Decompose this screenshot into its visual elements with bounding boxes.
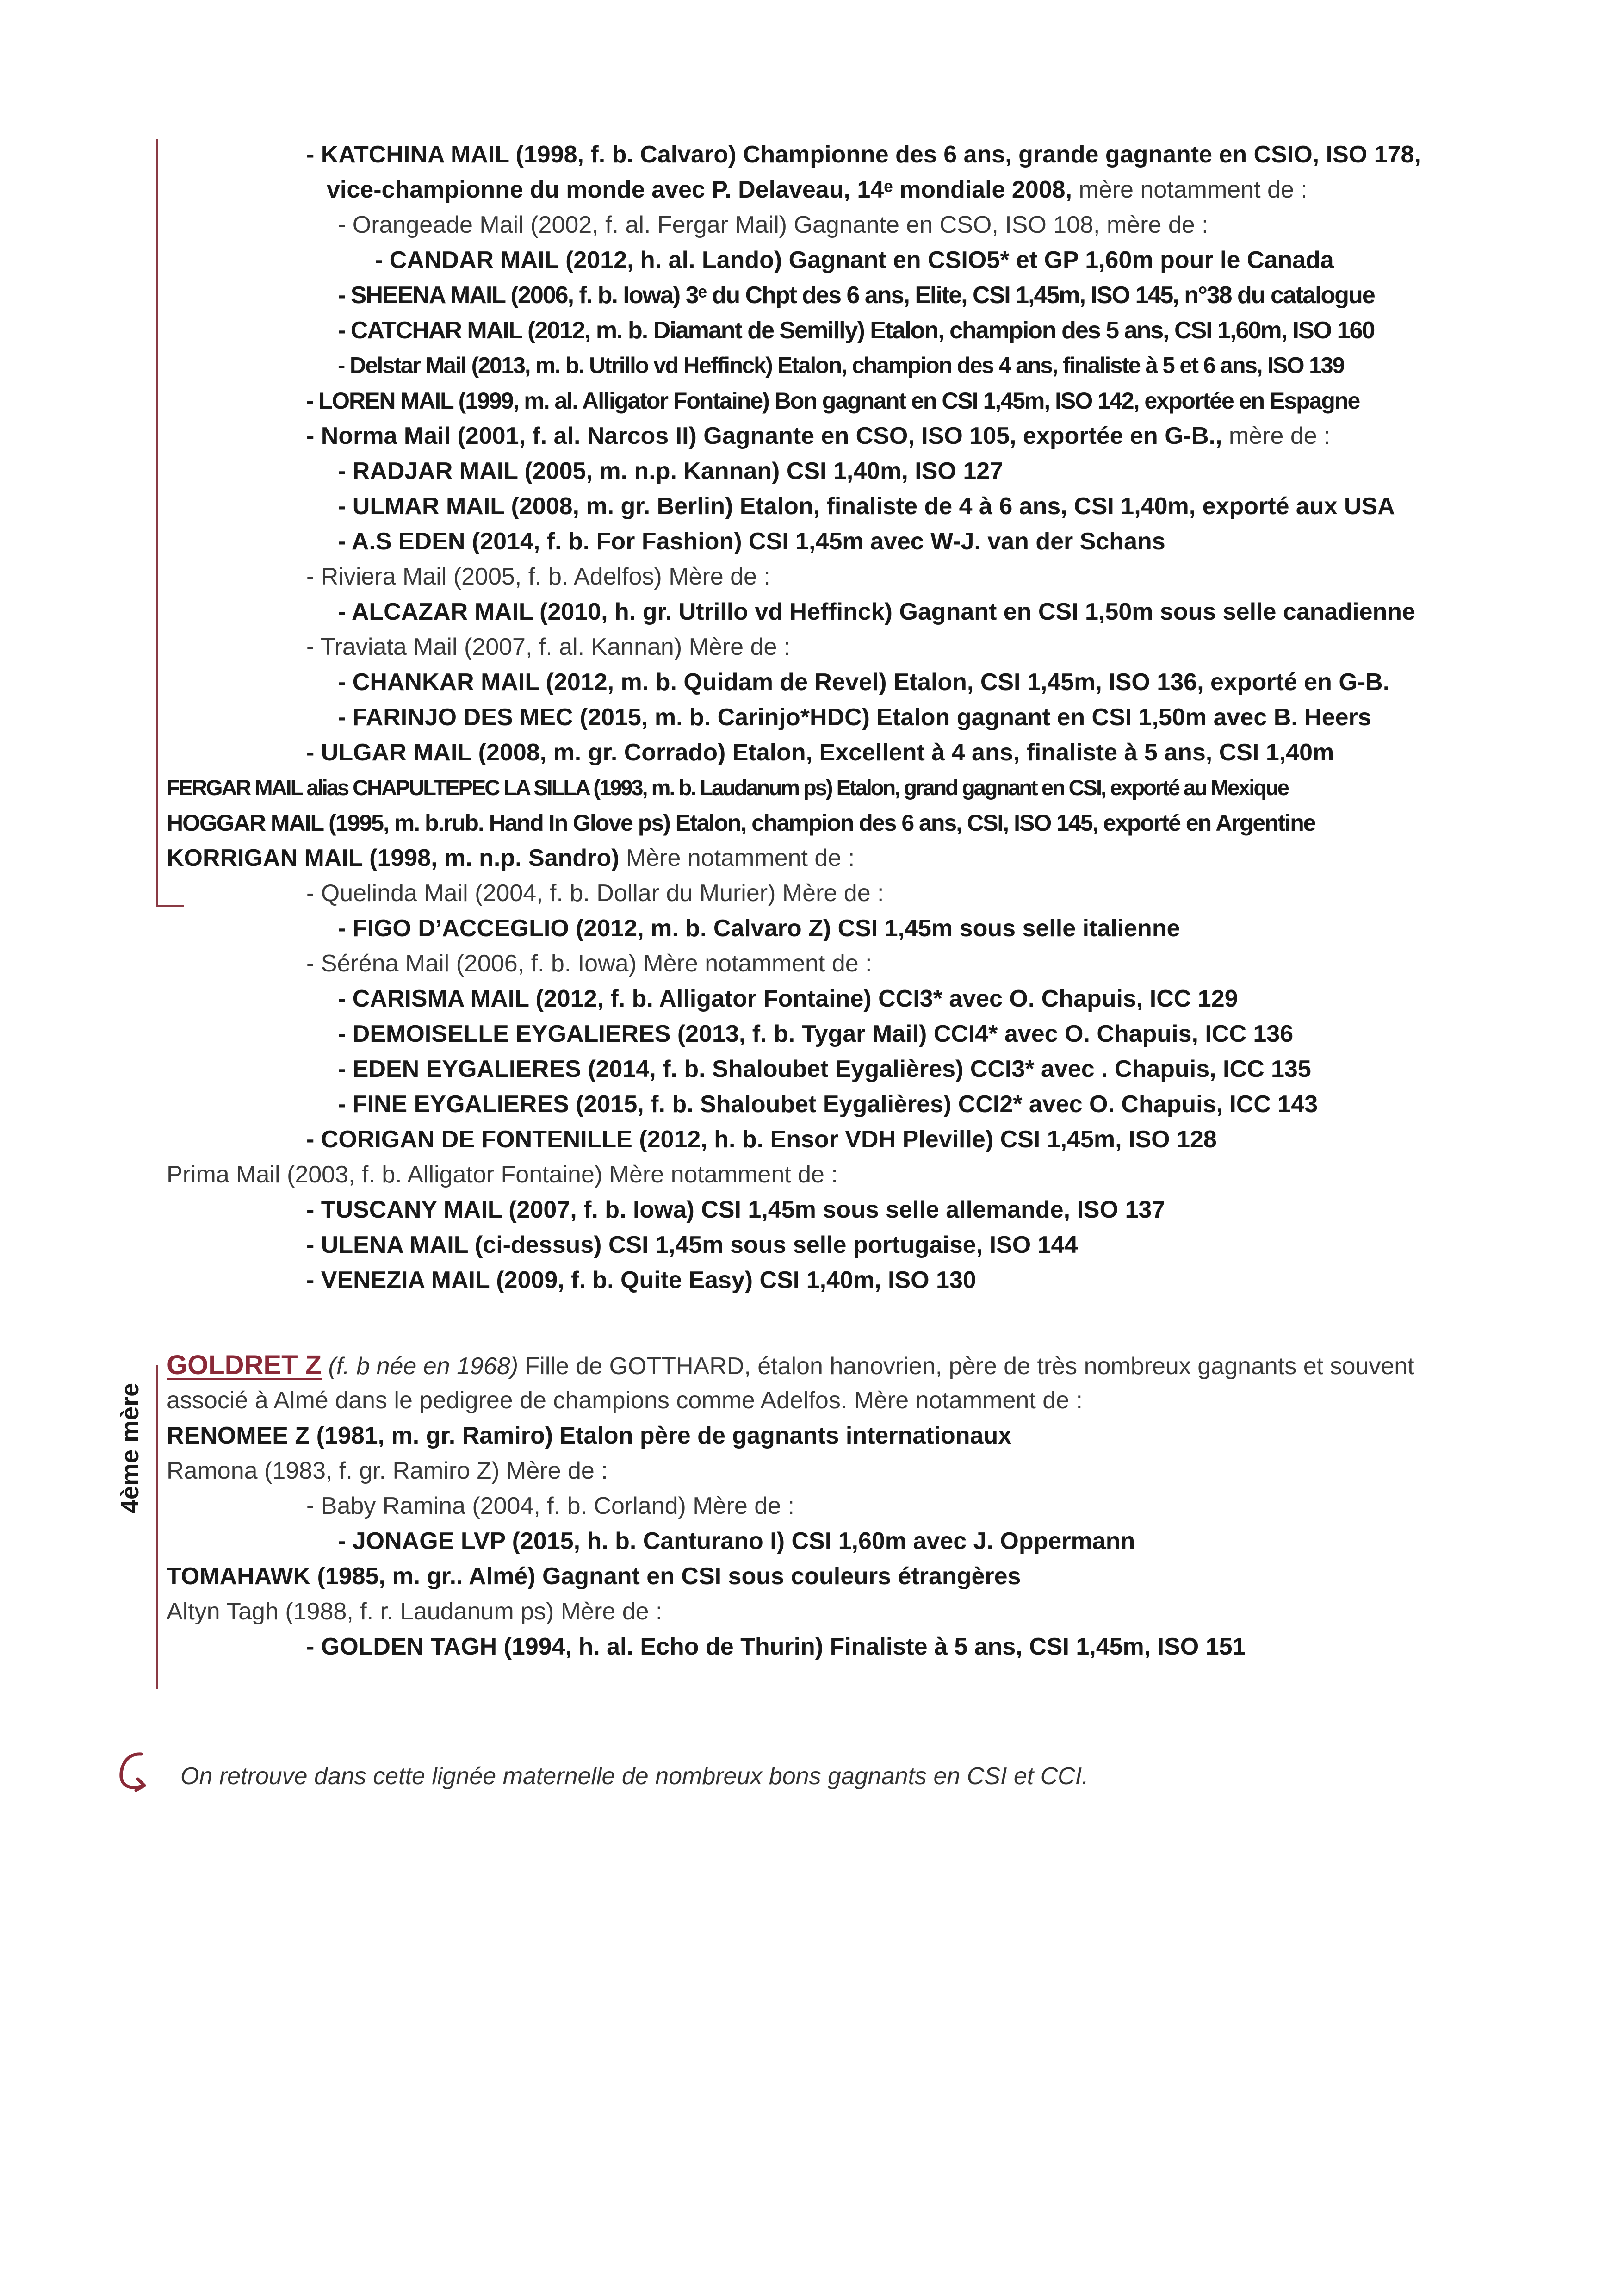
entry-bold: - CHANKAR MAIL (2012, m. b. Quidam de Revel) Etalon, CSI 1,45m, ISO 136, exporté en G-B. <box>338 669 1390 696</box>
entry-line <box>338 207 1209 243</box>
goldret-header <box>167 1348 1414 1384</box>
entry-bold: - A.S EDEN (2014, f. b. For Fashion) CSI 1,45m avec W-J. van der Schans <box>338 528 1165 555</box>
entry-line <box>167 805 1315 840</box>
entry-line <box>306 1122 1217 1157</box>
entry-bold: - FIGO D’ACCEGLIO (2012, m. b. Calvaro Z) CSI 1,45m sous selle italienne <box>338 915 1180 942</box>
entry-bold: - SHEENA MAIL (2006, f. b. Iowa) 3ᵉ du Chpt des 6 ans, Elite, CSI 1,45m, ISO 145, n°38 du catalogue <box>338 282 1375 309</box>
entry-bold: - FARINJO DES MEC (2015, m. b. Carinjo*HDC) Etalon gagnant en CSI 1,50m avec B. Heers <box>338 704 1371 731</box>
entry-bold: - ULENA MAIL (ci-dessus) CSI 1,45m sous selle portugaise, ISO 144 <box>306 1232 1078 1258</box>
entry-bold: - CANDAR MAIL (2012, h. al. Lando) Gagnant en CSIO5* et GP 1,60m pour le Canada <box>375 247 1334 274</box>
entry-normal: - Séréna Mail (2006, f. b. Iowa) Mère notamment de : <box>306 950 872 977</box>
entry-line <box>306 1488 794 1524</box>
entry-line <box>167 1418 1011 1453</box>
entry-bold: - ULGAR MAIL (2008, m. gr. Corrado) Etalon, Excellent à 4 ans, finaliste à 5 ans, CSI 1,40m <box>306 739 1334 766</box>
entry-normal: - Riviera Mail (2005, f. b. Adelfos) Mère de : <box>306 563 770 590</box>
entry-line <box>306 559 770 594</box>
entry-line <box>338 981 1238 1016</box>
entry-normal: Ramona (1983, f. gr. Ramiro Z) Mère de : <box>167 1457 608 1484</box>
entry-line <box>327 172 1308 207</box>
entry-normal: Altyn Tagh (1988, f. r. Laudanum ps) Mère de : <box>167 1598 663 1625</box>
entry-bold: - TUSCANY MAIL (2007, f. b. Iowa) CSI 1,45m sous selle allemande, ISO 137 <box>306 1196 1165 1223</box>
entry-normal: - Orangeade Mail (2002, f. al. Fergar Mail) Gagnante en CSO, ISO 108, mère de : <box>338 212 1209 238</box>
entry-bold: RENOMEE Z (1981, m. gr. Ramiro) Etalon père de gagnants internationaux <box>167 1422 1012 1449</box>
entry-line <box>306 383 1359 418</box>
entry-normal: - Quelinda Mail (2004, f. b. Dollar du Murier) Mère de : <box>306 880 884 907</box>
entry-normal: mère de : <box>1222 423 1331 449</box>
left-rule-bottom <box>156 1365 158 1689</box>
entry-line <box>167 1594 662 1629</box>
footer-note <box>116 1749 1457 1800</box>
entry-line <box>306 418 1331 454</box>
entry-bold: FERGAR MAIL alias CHAPULTEPEC LA SILLA (1993, m. b. Laudanum ps) Etalon, grand gagnant en CSI, exporté au Mexique <box>167 775 1288 800</box>
entry-line <box>338 911 1180 946</box>
entry-line <box>338 1052 1311 1087</box>
entry-bold: - ALCAZAR MAIL (2010, h. gr. Utrillo vd Heffinck) Gagnant en CSI 1,50m sous selle canadienne <box>338 598 1415 625</box>
entry-line <box>338 665 1389 700</box>
entry-line <box>167 1559 1021 1594</box>
entry-bold: KORRIGAN MAIL (1998, m. n.p. Sandro) <box>167 845 620 871</box>
entry-line <box>375 243 1334 278</box>
entry-line <box>306 137 1421 172</box>
left-rule-top <box>156 139 158 907</box>
entry-normal: Mère notamment de : <box>619 845 855 871</box>
entry-bold: - CATCHAR MAIL (2012, m. b. Diamant de Semilly) Etalon, champion des 5 ans, CSI 1,60m, ISO 160 <box>338 317 1375 344</box>
entry-normal: Prima Mail (2003, f. b. Alligator Fontaine) Mère notamment de : <box>167 1161 838 1188</box>
entry-line <box>338 454 1003 489</box>
entry-line <box>338 278 1375 313</box>
entry-line <box>167 1453 608 1488</box>
entry-line <box>306 1263 976 1298</box>
entry-line <box>167 1157 838 1192</box>
entry-bold: - VENEZIA MAIL (2009, f. b. Quite Easy) CSI 1,40m, ISO 130 <box>306 1267 976 1294</box>
left-rule-top-end <box>156 905 184 907</box>
entry-bold: - Delstar Mail (2013, m. b. Utrillo vd Heffinck) Etalon, champion des 4 ans, finaliste à 5 et 6 ans, ISO 139 <box>338 353 1344 378</box>
entry-line <box>338 489 1395 524</box>
entry-bold: - CORIGAN DE FONTENILLE (2012, h. b. Ensor VDH Pleville) CSI 1,45m, ISO 128 <box>306 1126 1217 1153</box>
entry-line <box>338 348 1344 383</box>
entry-bold: - FINE EYGALIERES (2015, f. b. Shaloubet Eygalières) CCI2* avec O. Chapuis, ICC 143 <box>338 1091 1318 1118</box>
entry-normal: mère notamment de : <box>1072 176 1308 203</box>
entry-line <box>306 1227 1078 1263</box>
arrow-turn-icon <box>116 1749 153 1796</box>
entry-line <box>338 1016 1293 1052</box>
entry-bold: - LOREN MAIL (1999, m. al. Alligator Fontaine) Bon gagnant en CSI 1,45m, ISO 142, exportée en Espagne <box>306 388 1360 414</box>
goldret-desc-1: Fille de GOTTHARD, étalon hanovrien, père de très nombreux gagnants et souvent <box>518 1353 1414 1380</box>
entry-line <box>306 629 790 665</box>
goldret-name: GOLDRET Z <box>167 1350 322 1380</box>
entry-line <box>338 700 1371 735</box>
entry-line <box>338 1087 1318 1122</box>
entry-line <box>306 876 884 911</box>
fourth-dam-text: 4ème mère <box>116 1382 144 1513</box>
entry-line <box>306 946 872 981</box>
entry-bold: - ULMAR MAIL (2008, m. gr. Berlin) Etalon, finaliste de 4 à 6 ans, CSI 1,40m, exporté aux USA <box>338 493 1395 520</box>
entry-line <box>306 1192 1165 1227</box>
entry-bold: - Norma Mail (2001, f. al. Narcos II) Gagnante en CSO, ISO 105, exportée en G-B., <box>306 423 1222 449</box>
entry-line <box>338 594 1415 629</box>
entry-bold: - GOLDEN TAGH (1994, h. al. Echo de Thurin) Finaliste à 5 ans, CSI 1,45m, ISO 151 <box>306 1633 1246 1660</box>
footer-note-text: On retrouve dans cette lignée maternelle de nombreux bons gagnants en CSI et CCI. <box>180 1763 1089 1790</box>
entry-line <box>167 840 855 876</box>
goldret-birth: (f. b née en 1968) <box>328 1353 519 1380</box>
entry-bold: - CARISMA MAIL (2012, f. b. Alligator Fontaine) CCI3* avec O. Chapuis, ICC 129 <box>338 985 1238 1012</box>
entry-bold: - DEMOISELLE EYGALIERES (2013, f. b. Tygar Mail) CCI4* avec O. Chapuis, ICC 136 <box>338 1020 1294 1047</box>
entry-normal: - Traviata Mail (2007, f. al. Kannan) Mère de : <box>306 634 791 660</box>
entry-bold: - JONAGE LVP (2015, h. b. Canturano I) CSI 1,60m avec J. Oppermann <box>338 1528 1135 1555</box>
entry-line <box>167 770 1288 805</box>
entry-line <box>338 1524 1135 1559</box>
entry-normal: - Baby Ramina (2004, f. b. Corland) Mère de : <box>306 1493 794 1519</box>
entry-bold: HOGGAR MAIL (1995, m. b.rub. Hand In Glove ps) Etalon, champion des 6 ans, CSI, ISO 145, exporté en Argentine <box>167 810 1315 836</box>
entry-line <box>306 1629 1246 1664</box>
entry-bold: - KATCHINA MAIL (1998, f. b. Calvaro) Championne des 6 ans, grande gagnante en CSIO, ISO 178, <box>306 141 1421 168</box>
entry-line <box>338 313 1374 348</box>
entry-bold: - EDEN EYGALIERES (2014, f. b. Shaloubet Eygalières) CCI3* avec . Chapuis, ICC 135 <box>338 1056 1311 1083</box>
entry-bold: TOMAHAWK (1985, m. gr.. Almé) Gagnant en CSI sous couleurs étrangères <box>167 1563 1021 1590</box>
entry-bold: - RADJAR MAIL (2005, m. n.p. Kannan) CSI 1,40m, ISO 127 <box>338 458 1004 485</box>
entry-line <box>306 735 1334 770</box>
entry-bold: vice-championne du monde avec P. Delaveau, 14ᵉ mondiale 2008, <box>327 176 1072 203</box>
goldret-desc-2: associé à Almé dans le pedigree de champions comme Adelfos. Mère notamment de : <box>167 1387 1083 1414</box>
entry-line <box>338 524 1165 559</box>
